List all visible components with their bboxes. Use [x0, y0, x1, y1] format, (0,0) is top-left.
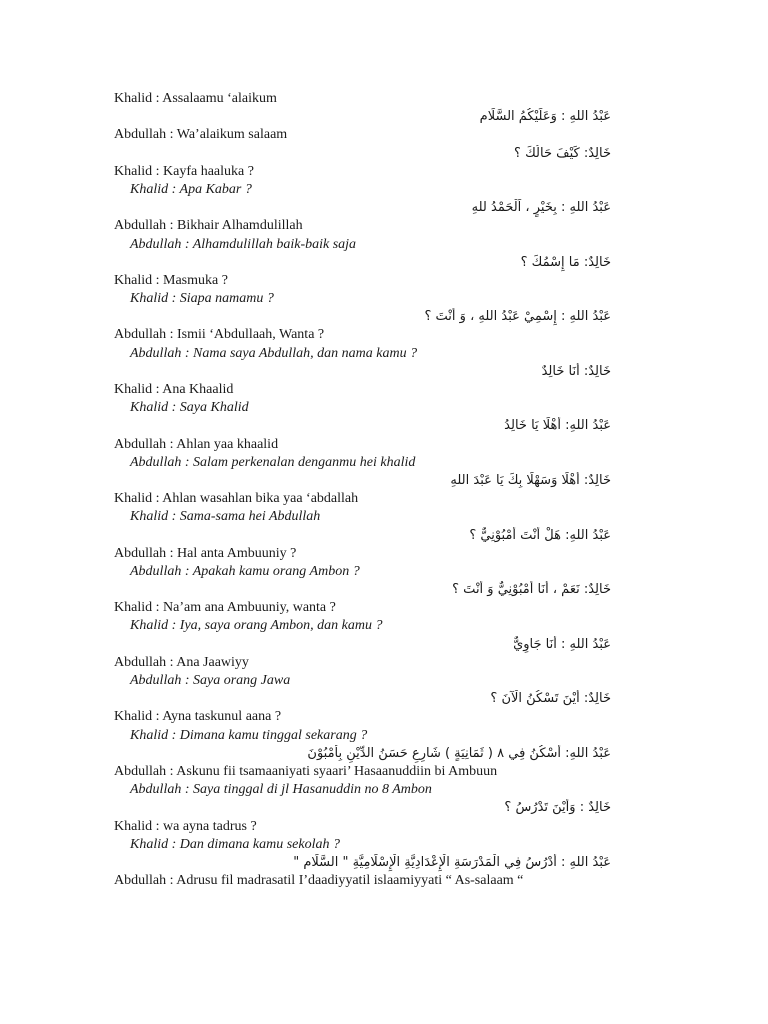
dialogue-line: Khalid : Assalaamu ‘alaikum	[114, 91, 277, 106]
dialogue-line: Khalid : Ahlan wasahlan bika yaa ‘abdallah	[114, 491, 359, 507]
dialogue-line: Abdullah : Wa’alaikum salaam	[114, 127, 288, 143]
arabic-line: خَالِدٌ: نَعَمْ ، أَنَا أَمْبُوْنِيٌّ وَ أَنْتَ ؟	[452, 582, 611, 598]
arabic-line: خَالِدٌ: أَهْلًا وَسَهْلًا بِكَ يَا عَبْدَ اللهِ	[450, 472, 611, 488]
translation-line: Abdullah : Nama saya Abdullah, dan nama kamu ?	[130, 345, 418, 361]
arabic-line: خَالِدٌ: أَنَا خَالِدٌ	[541, 363, 611, 379]
arabic-line: عَبْدُ اللهِ: أَسْكُنُ فِي ٨ ( ثَمَانِيَةٍ ) شَارِعِ حَسَنُ الدِّيْنِ بِأَمْبُوْنَ	[307, 745, 611, 761]
dialogue-line: Abdullah : Askunu fii tsamaaniyati syaari’ Hasaanuddiin bi Ambuun	[114, 763, 498, 779]
dialogue-line: Khalid : Masmuka ?	[114, 272, 228, 288]
translation-line: Abdullah : Apakah kamu orang Ambon ?	[130, 563, 360, 579]
translation-line: Abdullah : Saya tinggal di jl Hasanuddin no 8 Ambon	[130, 782, 432, 798]
arabic-line: خَالِدٌ: كَيْفَ حَالُكَ ؟	[514, 145, 611, 161]
translation-line: Khalid : Saya Khalid	[130, 400, 249, 416]
dialogue-line: Abdullah : Ahlan yaa khaalid	[114, 436, 279, 452]
translation-line: Abdullah : Alhamdulillah baik-baik saja	[130, 236, 357, 252]
dialogue-line: Abdullah : Ismii ‘Abdullaah, Wanta ?	[114, 327, 325, 343]
dialogue-line: Abdullah : Ana Jaawiyy	[114, 654, 249, 670]
arabic-line: عَبْدُ اللهِ : أَدْرُسُ فِي الْمَدْرَسَةِ الْإِعْدَادِيَّةِ الْإِسْلَامِيَّةِ " السَّلَام "	[293, 854, 611, 870]
dialogue-line: Khalid : Ana Khaalid	[114, 382, 234, 397]
dialogue-line: Khalid : wa ayna tadrus ?	[114, 818, 257, 834]
dialogue-line: Abdullah : Hal anta Ambuuniy ?	[114, 545, 297, 561]
translation-line: Khalid : Siapa namamu ?	[130, 291, 274, 307]
arabic-line: خَالِدٌ: مَا إِسْمُكَ ؟	[520, 254, 611, 270]
translation-line: Khalid : Dimana kamu tinggal sekarang ?	[130, 727, 368, 743]
document-body	[0, 90, 768, 890]
arabic-line: عَبْدُ اللهِ : وَعَلَيْكُمُ السَّلَام	[479, 109, 611, 125]
arabic-line: عَبْدُ اللهِ : بِخَيْرٍ ، اَلْحَمْدُ للهِ	[471, 200, 611, 216]
translation-line: Khalid : Sama-sama hei Abdullah	[130, 509, 321, 525]
translation-line: Abdullah : Saya orang Jawa	[130, 673, 291, 688]
dialogue-line: Khalid : Ayna taskunul aana ?	[114, 709, 282, 725]
translation-line: Abdullah : Salam perkenalan denganmu hei khalid	[130, 454, 416, 470]
dialogue-line: Khalid : Na’am ana Ambuuniy, wanta ?	[114, 600, 336, 616]
arabic-line: خَالِدٌ: أَيْنَ تَسْكُنُ الْآنَ ؟	[490, 691, 611, 707]
dialogue-line: Abdullah : Bikhair Alhamdulillah	[114, 218, 303, 234]
translation-line: Khalid : Iya, saya orang Ambon, dan kamu ?	[130, 618, 383, 634]
arabic-line: عَبْدُ اللهِ : إِسْمِيْ عَبْدُ اللهِ ، وَ أَنْتَ ؟	[424, 309, 611, 325]
arabic-line: عَبْدُ اللهِ: هَلْ أَنْتَ أَمْبُوْنِيٌّ ؟	[469, 527, 611, 543]
dialogue-line: Abdullah : Adrusu fil madrasatil I’daadiyyatil islaamiyyati “ As-salaam “	[114, 873, 524, 889]
dialogue-line: Khalid : Kayfa haaluka ?	[114, 163, 254, 179]
translation-line: Khalid : Dan dimana kamu sekolah ?	[130, 836, 340, 852]
arabic-line: خَالِدٌ : وَأَيْنَ تَدْرُسُ ؟	[504, 800, 611, 816]
arabic-line: عَبْدُ اللهِ : أَنَا جَاوِيٌّ	[513, 636, 611, 652]
arabic-line: عَبْدُ اللهِ: أَهْلًا يَا خَالِدُ	[504, 418, 611, 434]
translation-line: Khalid : Apa Kabar ?	[130, 181, 252, 197]
